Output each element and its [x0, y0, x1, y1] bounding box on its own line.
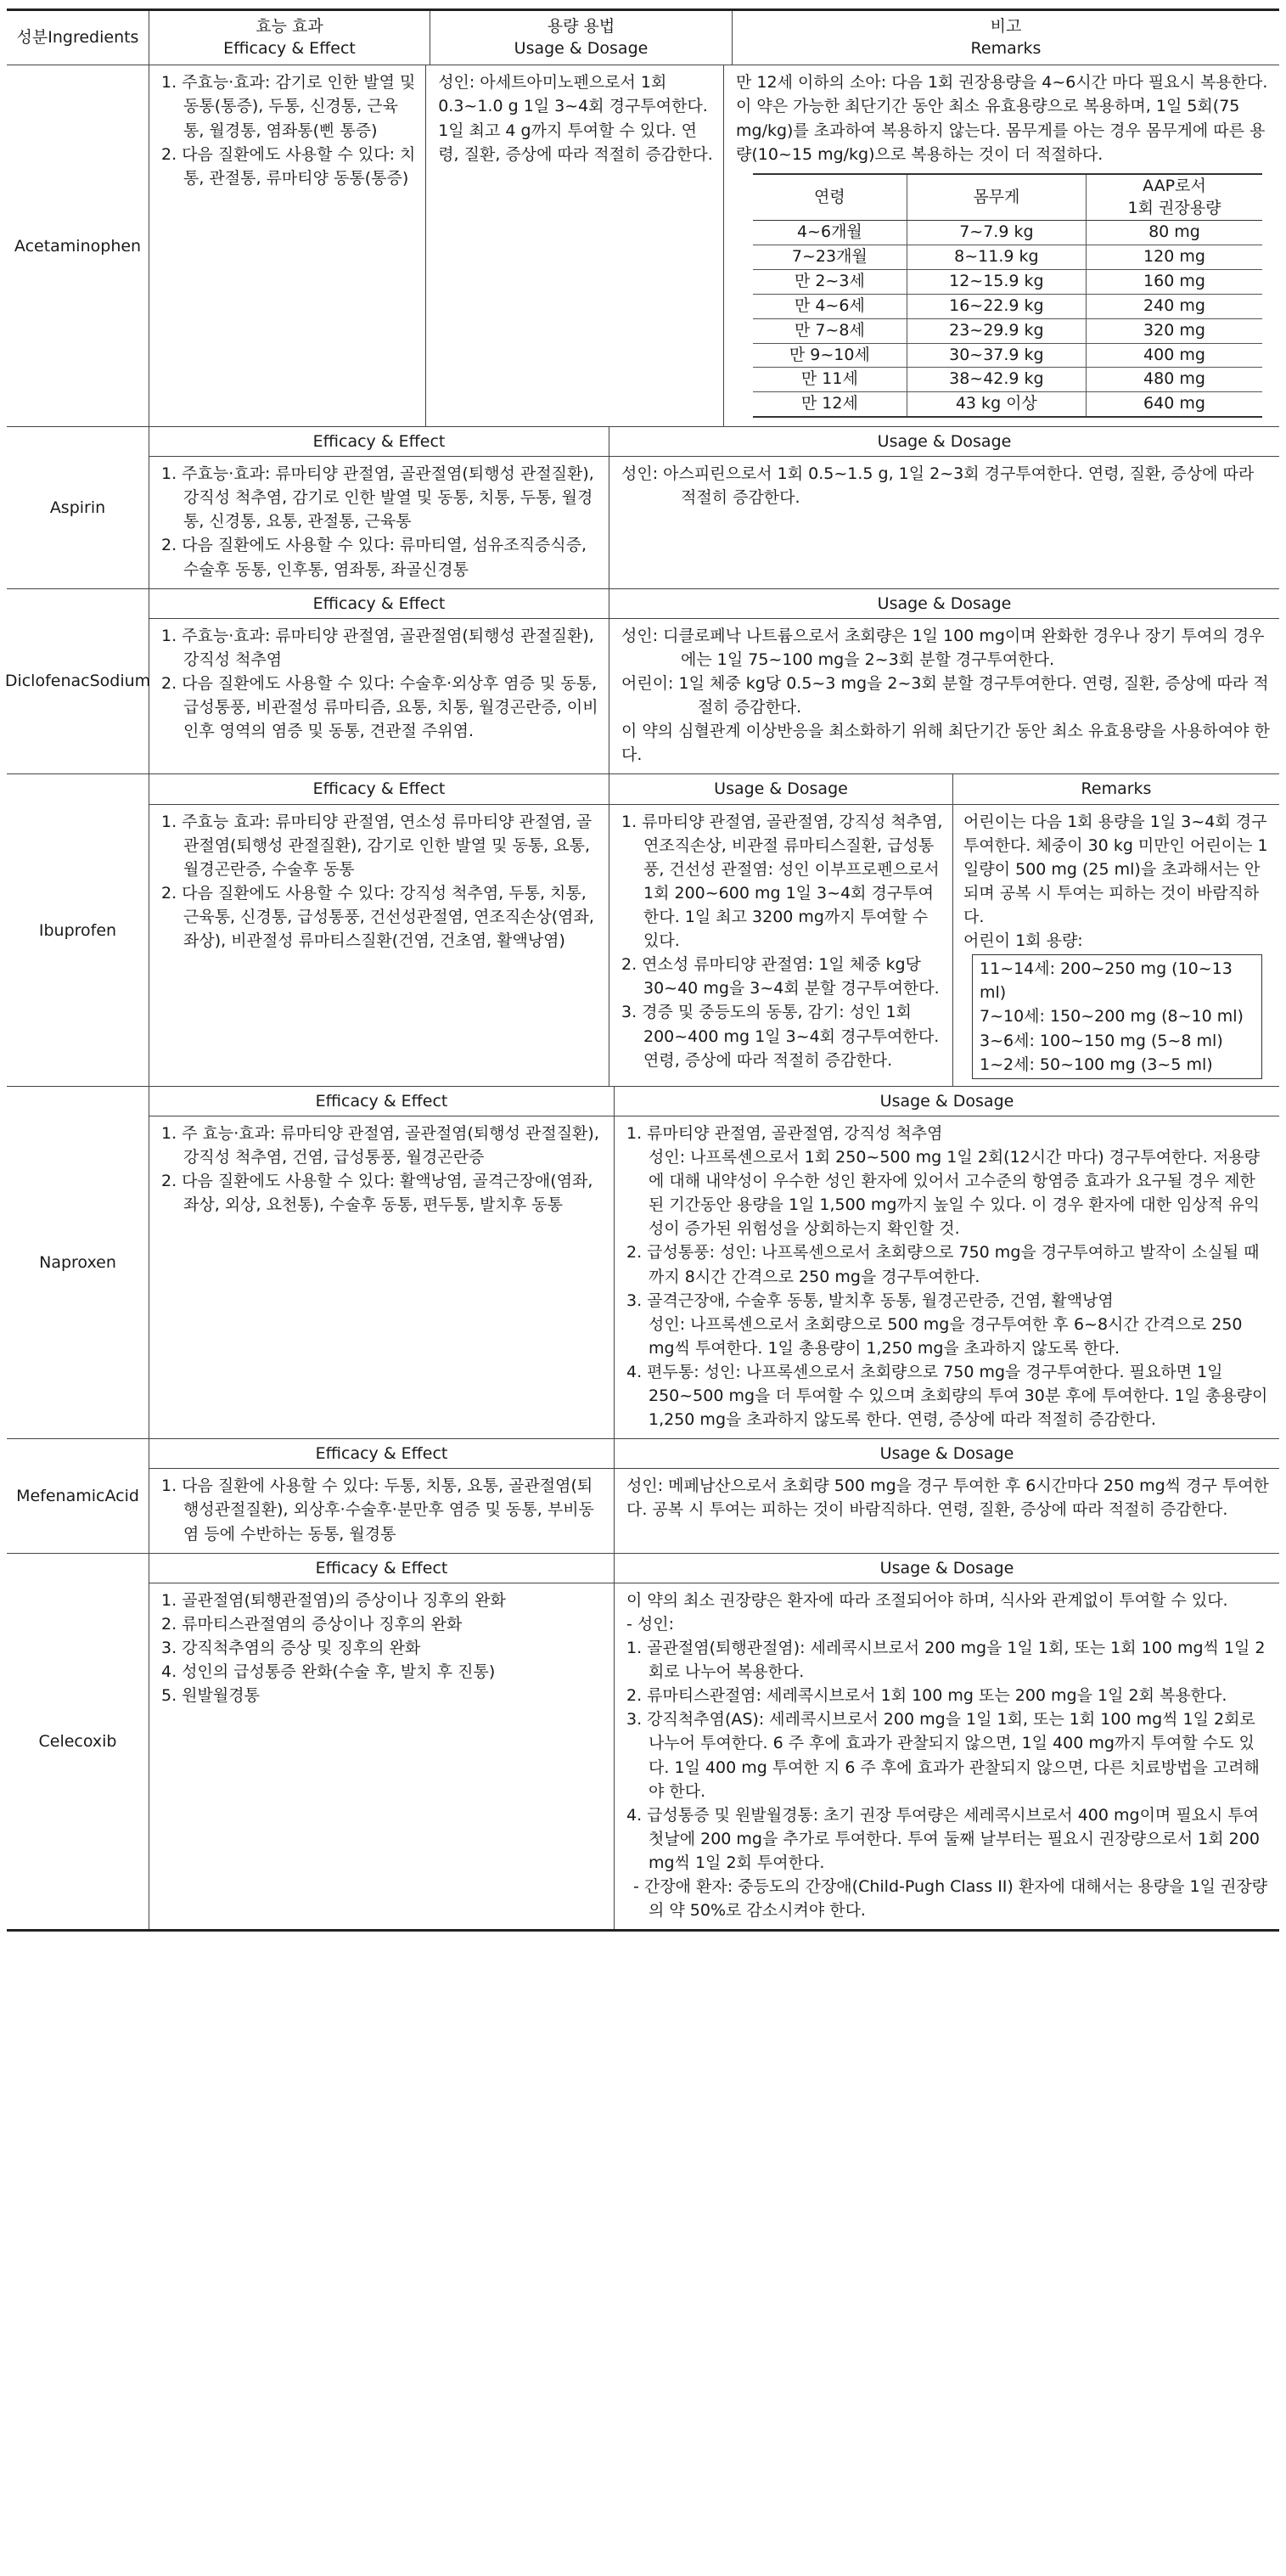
header-ingredients-en: Ingredients — [48, 27, 139, 47]
table-row: 만 2~3세 12~15.9 kg 160 mg — [753, 270, 1262, 295]
table-row: 4~6개월 7~7.9 kg 80 mg — [753, 221, 1262, 245]
list-item: 1. 류마티양 관절염, 골관절염, 강직성 척추염, 연조직손상, 비관절 류마티스질환, 급성통풍, 건선성 관절염: 성인 이부프로펜으로서 1회 200~600 mg 1일 3~4회 경구투여한다. 1일 최고 3200 mg까지 투여할 수 있다. — [621, 812, 943, 951]
diclofenac-usage-note: 이 약의 심혈관계 이상반응을 최소화하기 위해 최단기간 동안 최소 유효용량을 사용하여야 한다. — [621, 722, 1270, 765]
row-celecoxib — [7, 1553, 1279, 1932]
diclofenac-usage — [609, 619, 1279, 774]
ibuprofen-remarks-text: 어린이는 다음 1회 용량을 1일 3~4회 경구투여한다. 체중이 30 kg 미만인 어린이는 1일량이 500 mg (25 ml)을 초과해서는 안되며 공복 시 투여는 피하는 것이 바람직하다. — [963, 812, 1268, 926]
col-weight: 몸무게 — [907, 174, 1086, 221]
list-item: 4. 급성통증 및 원발월경통: 초기 권장 투여량은 세레콕시브로서 400 mg이며 필요시 투여 첫날에 200 mg을 추가로 투여한다. 투여 둘째 날부터는 필요시 권장량으로서 1회 200 mg씩 1일 2회 투여한다. — [626, 1805, 1260, 1873]
acetaminophen-remarks — [724, 65, 1279, 426]
header-efficacy-en: Efficacy & Effect — [223, 38, 356, 58]
list-item: 5. 원발월경통 — [161, 1686, 260, 1706]
ingredient-diclofenac: Diclofenac Sodium — [7, 589, 149, 774]
header-efficacy — [149, 11, 430, 65]
header-usage-en: Usage & Dosage — [514, 38, 649, 58]
list-item: 2. 다음 질환에도 사용할 수 있다: 강직성 척추염, 두통, 치통, 근육통, 신경통, 급성통풍, 건선성관절염, 연조직손상(염좌, 좌상), 비관절성 류마티스질환(건염, 건초염, 활액낭염) — [161, 883, 594, 951]
subheader-remarks: Remarks — [1081, 779, 1152, 799]
table-header — [753, 174, 1262, 221]
header-ingredients-ko: 성분 — [16, 27, 48, 47]
pediatric-dose-table — [753, 173, 1262, 418]
header-ingredients — [7, 11, 149, 65]
naproxen-efficacy — [149, 1116, 615, 1438]
col-dose: AAP로서 1회 권장용량 — [1086, 174, 1262, 221]
acetaminophen-usage: 성인: 아세트아미노펜으로서 1회 0.3~1.0 g 1일 3~4회 경구투여한다. 1일 최고 4 g까지 투여할 수 있다. 연령, 질환, 증상에 따라 적절히 증감한다. — [426, 65, 724, 426]
table-row: 만 4~6세 16~22.9 kg 240 mg — [753, 294, 1262, 318]
ingredient-acetaminophen: Acetaminophen — [7, 65, 149, 426]
list-item: 1. 주효능·효과: 감기로 인한 발열 및 동통(통증), 두통, 신경통, 근육통, 월경통, 염좌통(삔 통증) — [161, 73, 416, 140]
list-item: 1. 골관절염(퇴행관절염)의 증상이나 징후의 완화 — [161, 1590, 506, 1610]
acetaminophen-efficacy — [149, 65, 426, 426]
ibuprofen-efficacy — [149, 805, 609, 1086]
list-item: 2. 연소성 류마티양 관절염: 1일 체중 kg당 30~40 mg을 3~4회 분할 경구투여한다. — [621, 955, 940, 998]
header-remarks — [733, 11, 1279, 65]
table-row: 7~23개월 8~11.9 kg 120 mg — [753, 245, 1262, 270]
diclofenac-efficacy — [149, 619, 609, 774]
acetaminophen-remarks-text: 만 12세 이하의 소아: 다음 1회 권장용량을 4~6시간 마다 필요시 복용한다. 이 약은 가능한 최단기간 동안 최소 유효용량으로 복용하며, 1일 5회(75 mg/kg)를 초과하여 복용하지 않는다. 몸무게를 아는 경우 몸무게에 따른 용량(10~15 mg/kg)으로 복용하는 것이 더 적절하다. — [736, 73, 1268, 164]
aspirin-usage — [609, 457, 1279, 588]
drug-dosage-table — [4, 8, 1279, 1932]
naproxen-usage-3: 3. 골격근장애, 수술후 동통, 발치후 동통, 월경곤란증, 건염, 활액낭염 — [626, 1291, 1114, 1310]
subheader-usage: Usage & Dosage — [877, 593, 1012, 613]
diclofenac-usage-adult: 성인: 디클로페낙 나트륨으로서 초회량은 1일 100 mg이며 완화한 경우나 장기 투여의 경우에는 1일 75~100 mg을 2~3회 분할 경구투여한다. — [621, 626, 1265, 669]
celecoxib-usage-hepatic: - 간장애 환자: 중등도의 간장애(Child-Pugh Class II) 환자에 대해서는 용량을 1일 권장량의 약 50%로 감소시켜야 한다. — [633, 1877, 1268, 1921]
aspirin-usage-text: 성인: 아스피린으로서 1회 0.5~1.5 g, 1일 2~3회 경구투여한다. 연령, 질환, 증상에 따라 적절히 증감한다. — [621, 464, 1255, 508]
naproxen-usage-1: 1. 류마티양 관절염, 골관절염, 강직성 척추염 — [626, 1123, 943, 1143]
naproxen-usage-2: 2. 급성통풍: 성인: 나프록센으로서 초회량으로 750 mg을 경구투여하고 발작이 소실될 때까지 8시간 간격으로 250 mg을 경구투여한다. — [626, 1243, 1260, 1286]
row-diclofenac — [4, 588, 1279, 774]
list-item: 3. 경증 및 중등도의 동통, 감기: 성인 1회 200~400 mg 1일 3~4회 경구투여한다. 연령, 증상에 따라 적절히 증감한다. — [621, 1003, 940, 1070]
list-item: 1. 다음 질환에 사용할 수 있다: 두통, 치통, 요통, 골관절염(퇴행성관절질환), 외상후·수술후·분만후 염증 및 동통, 부비동염 등에 수반하는 동통, 월경통 — [161, 1476, 594, 1544]
list-item: 11~14세: 200~250 mg (10~13 ml) — [980, 959, 1233, 1003]
list-item: 1. 주효능 효과: 류마티양 관절염, 연소성 류마티양 관절염, 골관절염(퇴행성 관절질환), 감기로 인한 발열 및 동통, 요통, 월경곤란증, 수술후 동통 — [161, 812, 592, 879]
ingredient-mefenamic-acid: Mefenamic Acid — [7, 1439, 149, 1552]
table-row: 만 11세 38~42.9 kg 480 mg — [753, 368, 1262, 392]
list-item: 2. 다음 질환에도 사용할 수 있다: 치통, 관절통, 류마티양 동통(통증) — [161, 144, 416, 188]
mefenamic-usage: 성인: 메페남산으로서 초회량 500 mg을 경구 투여한 후 6시간마다 250 mg씩 경구 투여한다. 공복 시 투여는 피하는 것이 바람직하다. 연령, 질환, 증상에 따라 적절히 증감한다. — [626, 1476, 1269, 1520]
celecoxib-usage-intro: 이 약의 최소 권장량은 환자에 따라 조절되어야 하며, 식사와 관계없이 투여할 수 있다. — [626, 1590, 1228, 1610]
aspirin-efficacy — [149, 457, 609, 588]
naproxen-usage-1-detail: 성인: 나프록센으로서 1회 250~500 mg 1일 2회(12시간 마다) 경구투여한다. 저용량에 대해 내약성이 우수한 성인 환자에 있어서 고수준의 항염증 효과가 요구될 경우 제한된 기간동안 용량을 1일 1,500 mg까지 높일 수 있다. 이 경우 환자에 대한 임상적 유익성이 증가된 위험성을 상회하는지 확인할 것. — [649, 1147, 1260, 1239]
subheader-usage: Usage & Dosage — [609, 774, 953, 803]
ingredient-naproxen: Naproxen — [7, 1087, 149, 1439]
list-item: 2. 다음 질환에도 사용할 수 있다: 류마티열, 섬유조직증식증, 수술후 동통, 인후통, 염좌통, 좌골신경통 — [161, 536, 587, 579]
ingredient-aspirin: Aspirin — [7, 427, 149, 588]
list-item: 1. 골관절염(퇴행관절염): 세레콕시브로서 200 mg을 1일 1회, 또는 1회 100 mg씩 1일 2회로 나누어 복용한다. — [626, 1639, 1266, 1682]
list-item: 7~10세: 150~200 mg (8~10 ml) — [980, 1007, 1244, 1026]
list-item: 1. 주효능·효과: 류마티양 관절염, 골관절염(퇴행성 관절질환), 강직성 척추염 — [161, 626, 594, 669]
list-item: 1. 주효능·효과: 류마티양 관절염, 골관절염(퇴행성 관절질환), 강직성 척추염, 감기로 인한 발열 및 동통, 치통, 두통, 월경통, 신경통, 요통, 관절통, 근육통 — [161, 464, 594, 532]
row-ibuprofen — [7, 773, 1279, 1085]
naproxen-usage-4: 4. 편두통: 성인: 나프록센으로서 초회량으로 750 mg을 경구투여한다. 필요하면 1일 250~500 mg을 더 투여할 수 있으며 초회량의 투여 30분 후에 투여한다. 1일 총용량이 1,250 mg을 초과하지 않도록 한다. 연령, 증상에 따라 적절히 증감한다. — [626, 1362, 1268, 1430]
ingredient-ibuprofen: Ibuprofen — [7, 774, 149, 1085]
list-item: 1. 주 효능·효과: 류마티양 관절염, 골관절염(퇴행성 관절질환), 강직성 척추염, 건염, 급성통풍, 월경곤란증 — [161, 1123, 599, 1167]
naproxen-usage-3-detail: 성인: 나프록센으로서 초회량으로 500 mg을 경구투여한 후 6~8시간 간격으로 250 mg씩 투여한다. 1일 총용량이 1,250 mg을 초과하지 않도록 한다. — [649, 1314, 1243, 1358]
table-row: 만 9~10세 30~37.9 kg 400 mg — [753, 343, 1262, 368]
list-item: 3. 강직척추염(AS): 세레콕시브로서 200 mg을 1일 1회, 또는 1회 100 mg씩 1일 2회로 나누어 투여한다. 6 주 후에 효과가 관찰되지 않으면, 1일 400 mg까지 투여할 수도 있다. 1일 400 mg 투여한 지 6 주 후에 효과가 관찰되지 않으면, 다른 치료방법을 고려해야 한다. — [626, 1710, 1260, 1801]
header-remarks-en: Remarks — [970, 38, 1042, 58]
list-item: 3~6세: 100~150 mg (5~8 ml) — [980, 1031, 1223, 1050]
subheader-efficacy: Efficacy & Effect — [149, 1087, 615, 1116]
list-item: 2. 다음 질환에도 사용할 수 있다: 수술후·외상후 염증 및 동통, 급성통풍, 비관절성 류마티즘, 요통, 치통, 월경곤란증, 이비인후 영역의 염증 및 동통, 견관절 주위염. — [161, 673, 598, 741]
row-mefenamic-acid — [7, 1438, 1279, 1552]
celecoxib-usage — [615, 1583, 1279, 1930]
list-item: 4. 성인의 급성통증 완화(수술 후, 발치 후 진통) — [161, 1662, 496, 1682]
header-remarks-ko: 비고 — [990, 17, 1022, 36]
row-naproxen — [7, 1086, 1279, 1439]
subheader-usage: Usage & Dosage — [877, 432, 1012, 451]
ibuprofen-kids-title: 어린이 1회 용량: — [963, 931, 1083, 951]
list-item: 1~2세: 50~100 mg (3~5 ml) — [980, 1055, 1213, 1074]
header-usage — [430, 11, 733, 65]
subheader-usage: Usage & Dosage — [879, 1091, 1014, 1111]
subheader-efficacy: Efficacy & Effect — [149, 1554, 615, 1583]
header-efficacy-ko: 효능 효과 — [256, 17, 323, 36]
subheader-efficacy: Efficacy & Effect — [149, 1439, 615, 1468]
ibuprofen-usage — [609, 805, 953, 1086]
list-item: 2. 류마티스관절염: 세레콕시브로서 1회 100 mg 또는 200 mg을 1일 2회 복용한다. — [626, 1686, 1227, 1706]
list-item: 2. 다음 질환에도 사용할 수 있다: 활액낭염, 골격근장애(염좌, 좌상, 외상, 요천통), 수술후 동통, 편두통, 발치후 동통 — [161, 1172, 593, 1215]
subheader-usage: Usage & Dosage — [879, 1558, 1014, 1578]
col-age: 연령 — [753, 174, 907, 221]
row-aspirin — [7, 426, 1279, 588]
celecoxib-usage-adult: - 성인: — [626, 1614, 675, 1634]
ibuprofen-kids-box — [972, 954, 1262, 1079]
mefenamic-efficacy — [149, 1469, 615, 1552]
naproxen-usage — [615, 1116, 1279, 1438]
subheader-efficacy: Efficacy & Effect — [149, 427, 609, 456]
subheader-efficacy: Efficacy & Effect — [149, 589, 609, 618]
list-item: 3. 강직척추염의 증상 및 징후의 완화 — [161, 1639, 421, 1658]
celecoxib-efficacy — [149, 1583, 615, 1930]
table-header-row — [7, 8, 1279, 65]
row-acetaminophen — [7, 65, 1279, 426]
subheader-usage: Usage & Dosage — [879, 1444, 1014, 1464]
table-row: 만 12세 43 kg 이상 640 mg — [753, 392, 1262, 417]
ibuprofen-remarks — [953, 805, 1279, 1086]
diclofenac-usage-child: 어린이: 1일 체중 kg당 0.5~3 mg을 2~3회 분할 경구투여한다. 연령, 질환, 증상에 따라 적절히 증감한다. — [621, 673, 1269, 717]
header-usage-ko: 용량 용법 — [547, 17, 615, 36]
table-row: 만 7~8세 23~29.9 kg 320 mg — [753, 318, 1262, 343]
subheader-efficacy: Efficacy & Effect — [149, 774, 609, 803]
ingredient-celecoxib: Celecoxib — [7, 1554, 149, 1930]
list-item: 2. 류마티스관절염의 증상이나 징후의 완화 — [161, 1614, 463, 1634]
